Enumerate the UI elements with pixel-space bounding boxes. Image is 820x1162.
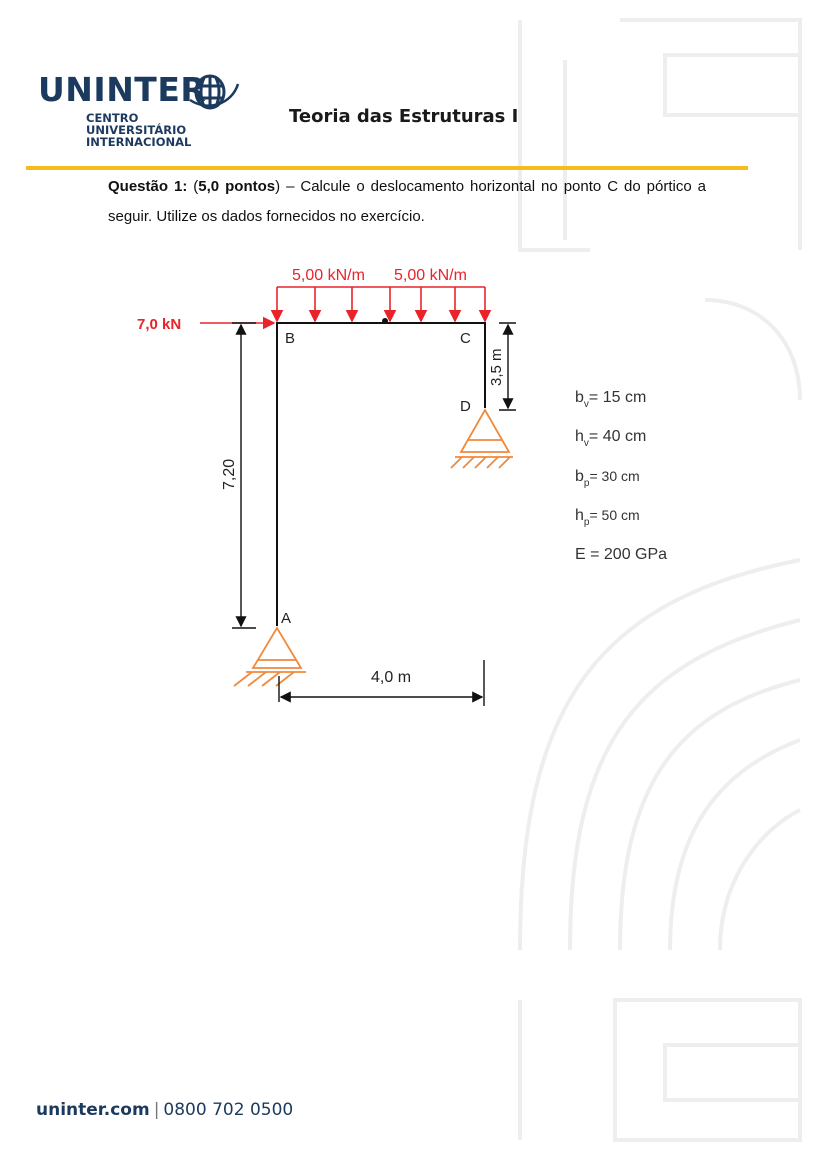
question-points: 5,0 pontos [198,178,276,195]
logo-subtitle [86,112,191,148]
bv-row: $b_v= 15$ cm [575,389,647,410]
footer-phone: 0800 702 0500 [163,1100,294,1120]
frame-diagram [0,240,820,720]
question-text: Questão 1: (5,0 pontos) – Calcule o deslocamento horizontal no ponto C do pórtico a seguir. Utilize os dados fornecidos no exercício. [108,178,706,225]
pin-support-d [451,410,513,468]
point-load-label: 7,0 kN [137,316,182,333]
logo-line-1: CENTRO [86,111,139,125]
dimension-right-label: 3,5 m [488,348,505,386]
section-properties [575,389,667,563]
question-label: Questão 1: [108,178,188,195]
header-rule [26,166,748,170]
node-d-label: D [460,398,471,415]
uninter-logo [38,70,248,150]
dimension-bottom-label: 4,0 m [371,669,412,686]
globe-icon [188,72,240,112]
footer [36,1100,293,1120]
hinge-dot [382,318,388,324]
footer-site: uninter.com [36,1100,150,1120]
bp-row: $b_p= 30$ cm [575,468,640,489]
document-title: Teoria das Estruturas I [289,106,519,127]
logo-line-3: INTERNACIONAL [86,135,192,149]
logo-line-2: UNIVERSITÁRIO [86,123,187,137]
logo-wordmark: UNINTER [38,70,207,109]
hp-row: $h_p= 50$ cm [575,507,640,528]
node-a-label: A [281,610,292,627]
footer-separator: | [153,1100,160,1120]
e-row: E = 200 GPa [575,546,668,563]
frame-members [277,323,485,626]
node-c-label: C [460,330,471,347]
pin-support-a [234,628,306,686]
node-b-label: B [285,330,296,347]
load-left-label: 5,00 kN/m [292,267,365,284]
hv-row: $h_v= 40$ cm [575,428,647,449]
question-body: – Calcule o deslocamento horizontal no ponto C do pórtico a seguir. Utilize os dados fornecidos no exercício. [108,178,706,225]
load-right-label: 5,00 kN/m [394,267,467,284]
dimension-left-label: 7,20 [221,458,238,490]
distributed-load [277,287,485,321]
